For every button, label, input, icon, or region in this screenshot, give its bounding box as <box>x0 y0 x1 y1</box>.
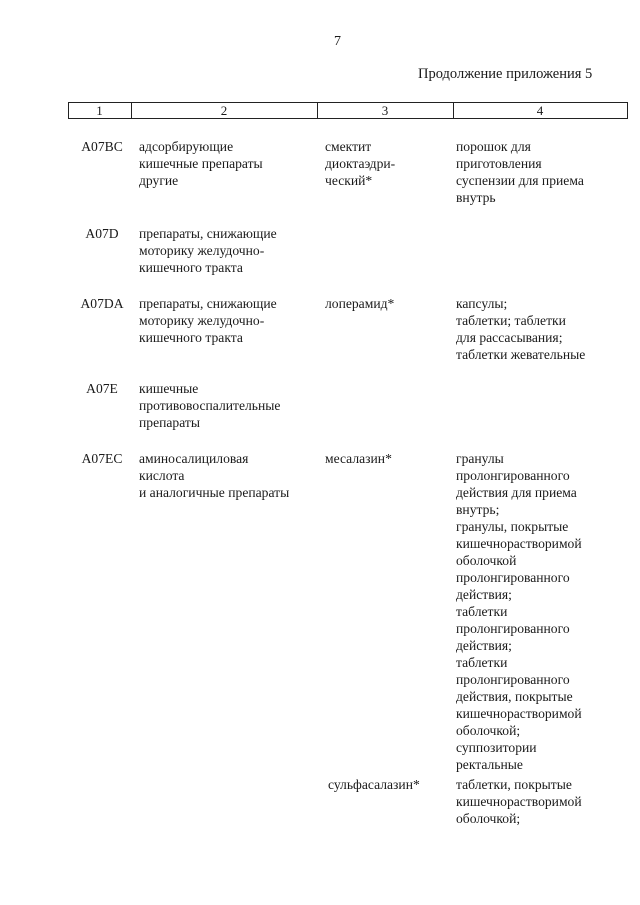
atc-code: A07E <box>86 381 118 396</box>
atc-code: A07D <box>85 226 119 241</box>
atc-code: A07DA <box>80 296 124 311</box>
page-number: 7 <box>334 34 341 49</box>
dosage-forms: порошок для приготовления суспензии для приема внутрь <box>456 139 584 205</box>
pharmacological-group: кишечные противовоспалительные препараты <box>139 381 281 430</box>
pharmacological-group: адсорбирующие кишечные препараты другие <box>139 139 263 188</box>
atc-code: A07BC <box>81 139 123 154</box>
column-header-2: 2 <box>220 103 228 118</box>
dosage-forms: капсулы; таблетки; таблетки для рассасывания; таблетки жевательные <box>456 296 586 362</box>
table-border-right <box>627 103 628 118</box>
column-header-1: 1 <box>96 103 103 118</box>
atc-code: A07EC <box>81 451 123 466</box>
drug-name: сульфасалазин* <box>328 777 420 792</box>
dosage-forms: таблетки, покрытые кишечнорастворимой оболочкой; <box>456 777 582 826</box>
pharmacological-group: аминосалициловая кислота и аналогичные препараты <box>139 451 290 500</box>
drug-name: лоперамид* <box>325 296 395 311</box>
column-header-4: 4 <box>536 103 544 118</box>
column-header-3: 3 <box>381 103 389 118</box>
drug-name: месалазин* <box>325 451 392 466</box>
drug-name: смектит диоктаэдри- ческий* <box>325 139 396 188</box>
table-header-row <box>68 102 628 119</box>
appendix-continuation-heading: Продолжение приложения 5 <box>418 66 593 82</box>
dosage-forms: гранулы пролонгированного действия для приема внутрь; гранулы, покрытые кишечнорастворимой оболочкой пролонгированного действия; таблетки пролонгированного действия; таблетки пролонгированного действия, покрытые кишечнорастворимой оболочкой; суппозитории ректальные <box>456 451 582 772</box>
pharmacological-group: препараты, снижающие моторику желудочно- кишечного тракта <box>139 296 277 345</box>
pharmacological-group: препараты, снижающие моторику желудочно- кишечного тракта <box>139 226 277 275</box>
